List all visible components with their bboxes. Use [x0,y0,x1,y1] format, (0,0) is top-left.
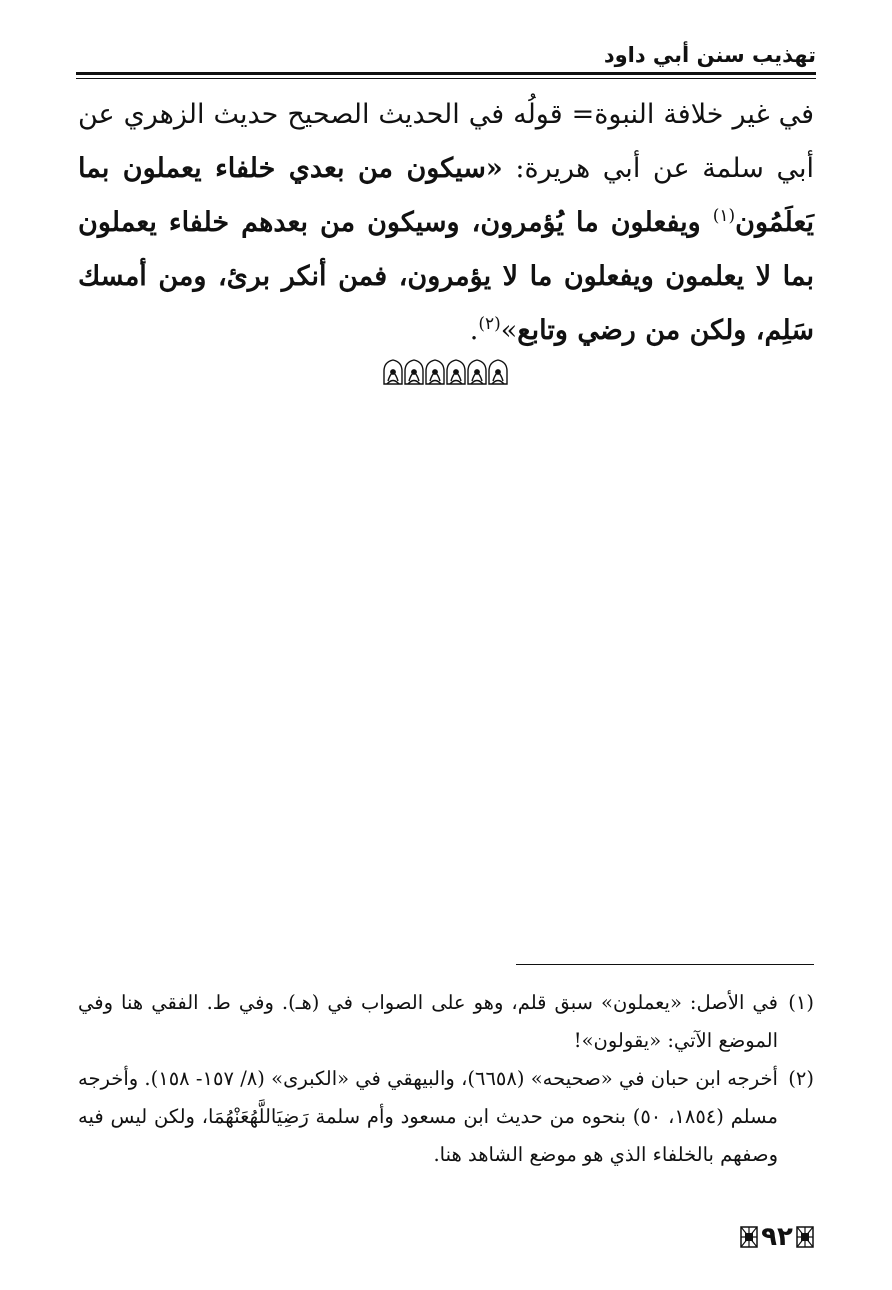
footnote-1 [78,984,814,1060]
header-rule-thin [76,78,816,79]
running-header-title: تهذيب سنن أبي داود [603,43,816,67]
page-number: ٩٢ [761,1222,793,1252]
header-rule [76,72,816,75]
page-number-area [740,1222,814,1252]
lattice-square-icon [796,1226,814,1248]
footnote-ref-1[interactable]: (١) [712,206,736,226]
quote-close: » [500,315,518,346]
hadith-quote-rest: ويفعلون ما يُؤمرون، وسيكون من بعدهم خلفاء يعملون بما لا يعلمون ويفعلون ما لا يؤمرون، فمن أنكر برئ، ومن أمسك سَلِم، ولكن من رضي وتابع [78,207,814,346]
footnotes-section [78,984,814,1174]
footnote-number: (٢) [788,1067,814,1090]
hadith-quote-start: «سيكون من بعدي خلفاء يعملون بما يَعلَمُون [78,153,814,238]
lattice-square-icon [740,1226,758,1248]
paragraph-end: . [469,315,479,346]
paragraph-text: في غير خلافة النبوة= قولُه في الحديث الصحيح حديث الزهري عن أبي سلمة عن أبي هريرة: [78,99,814,184]
floral-divider-icon [381,357,509,387]
footnote-text: في الأصل: «يعملون» سبق قلم، وهو على الصواب في (هـ). وفي ط. الفقي هنا وفي الموضع الآتي: «يقولون»! [78,991,778,1052]
main-paragraph [78,88,814,358]
footnote-2 [78,1060,814,1174]
footnote-separator [516,964,814,965]
footnote-text: أخرجه ابن حبان في «صحيحه» (٦٦٥٨)، والبيهقي في «الكبرى» (٨/ ١٥٧- ١٥٨). وأخرجه مسلم (١٨٥٤، ٥٠) بنحوه من حديث ابن مسعود وأم سلمة رَضِيَاللَّهُعَنْهُمَا، ولكن ليس فيه وصفهم بالخلفاء الذي هو موضع الشاهد هنا. [78,1067,778,1166]
footnote-ref-2[interactable]: (٢) [478,314,501,334]
footnote-number: (١) [788,991,814,1014]
